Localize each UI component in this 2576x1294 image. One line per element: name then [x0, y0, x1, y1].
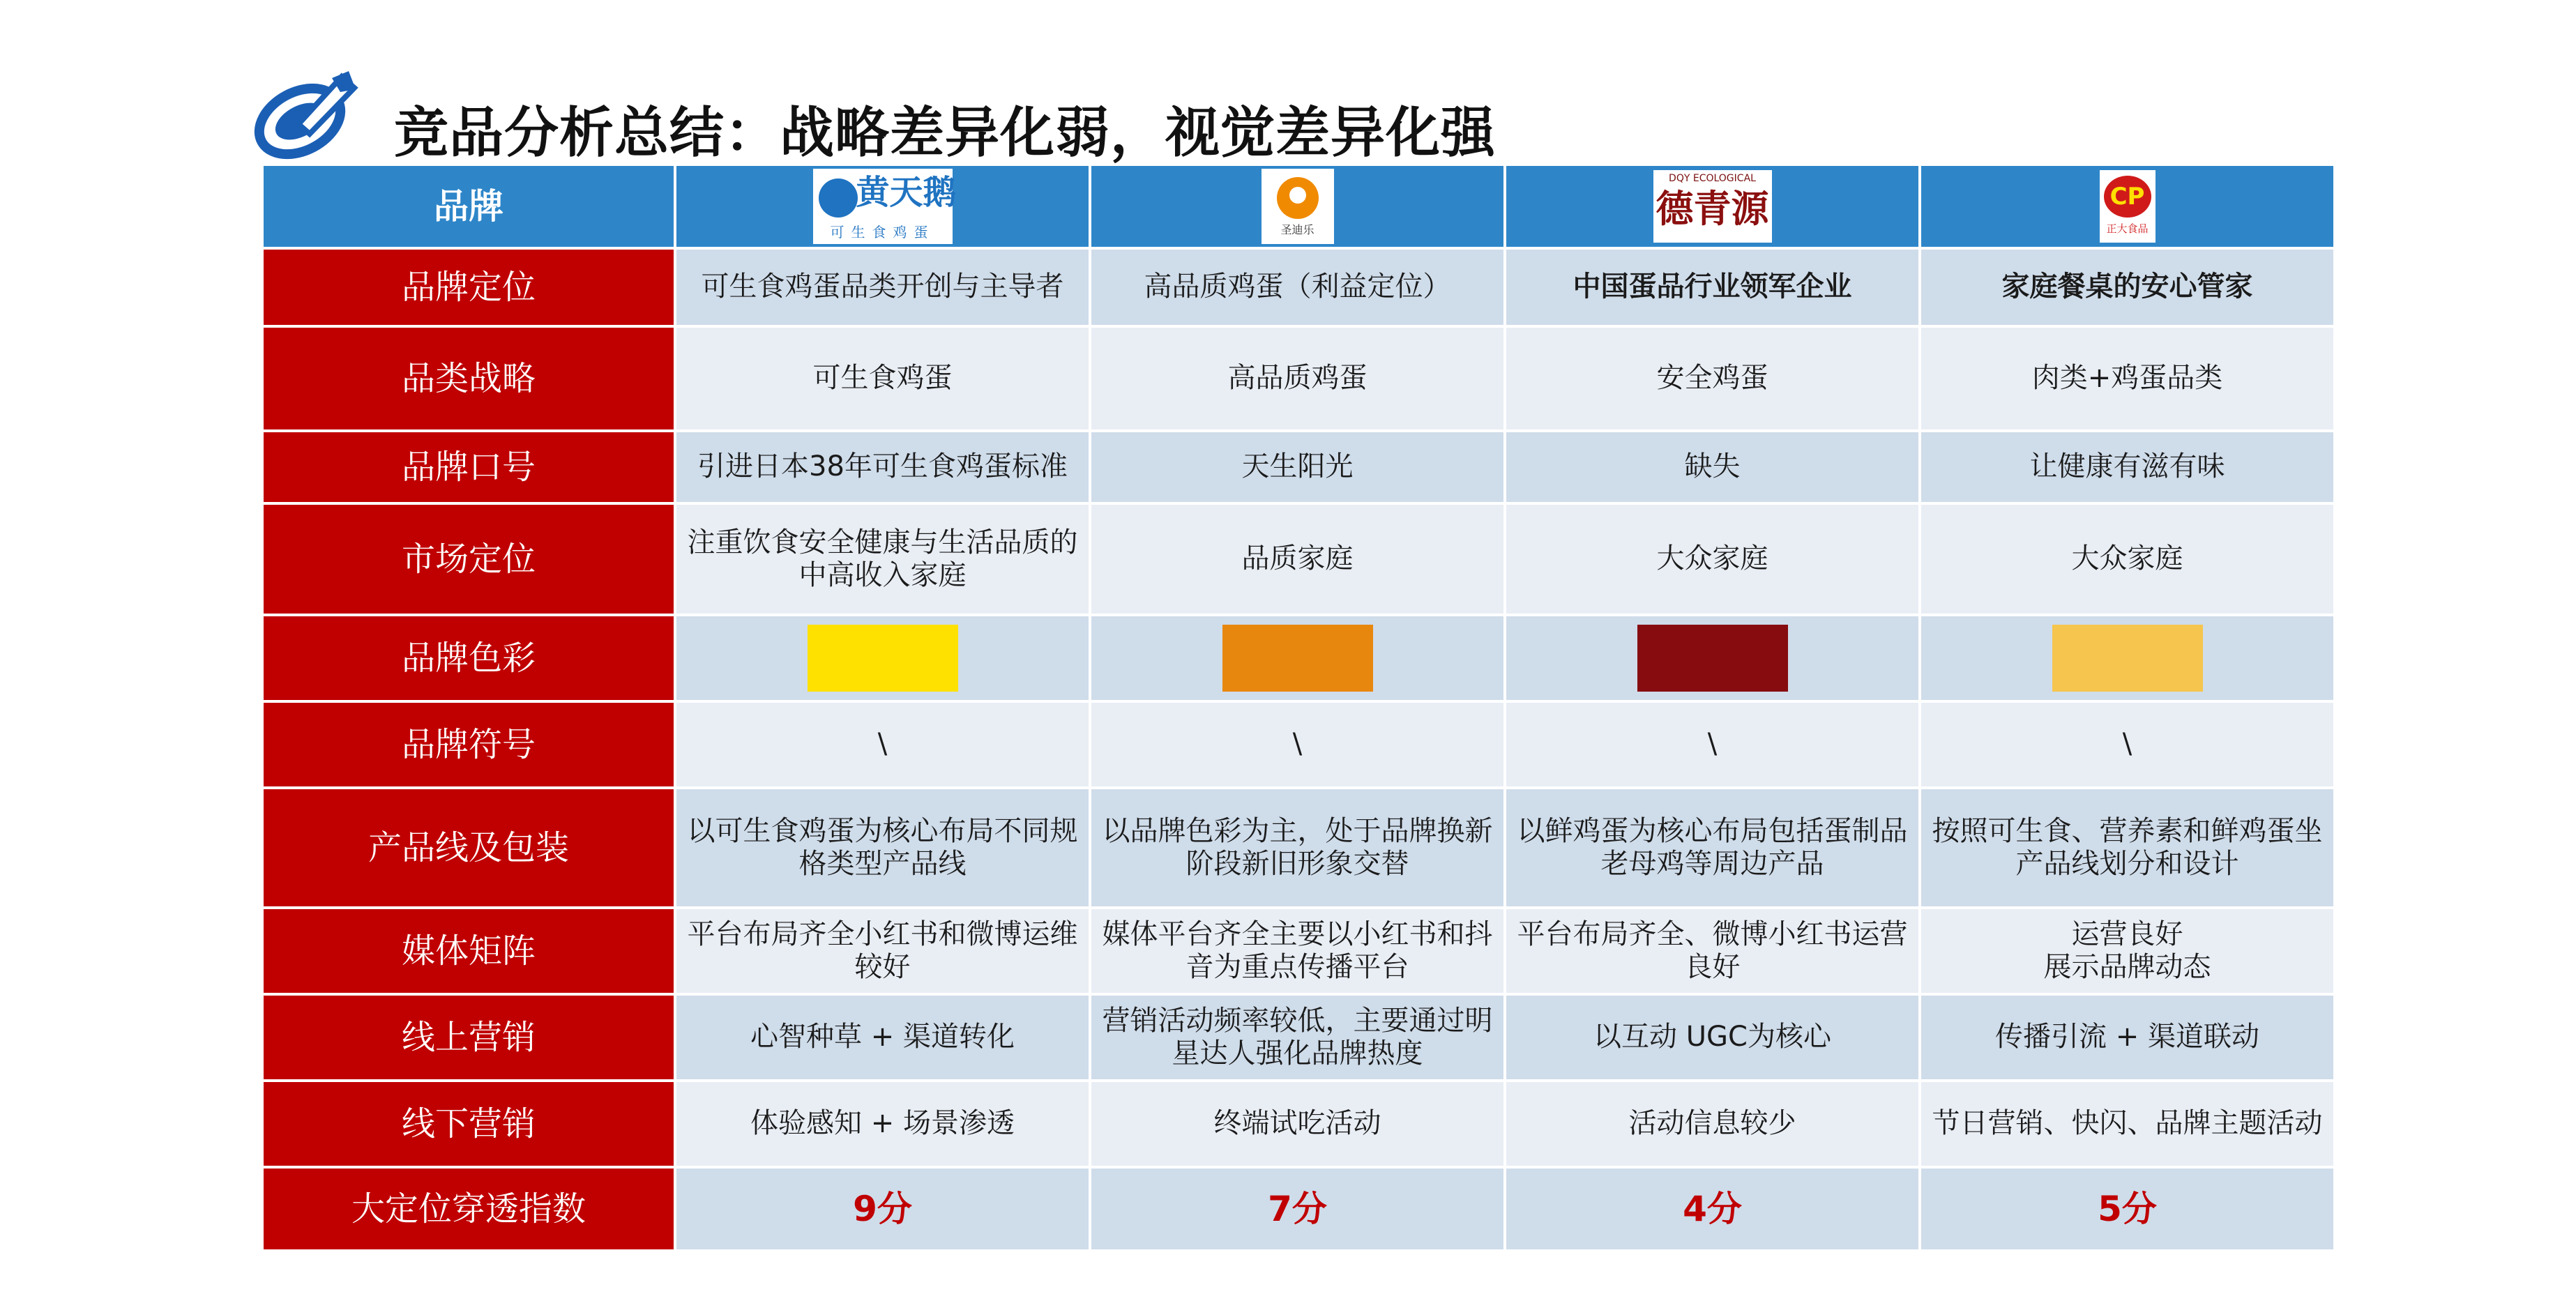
table-cell: [1920, 615, 2335, 701]
table-cell: 传播引流 + 渠道联动: [1920, 994, 2335, 1081]
comparison-table: [261, 163, 2336, 1252]
table-cell: 高品质鸡蛋: [1090, 326, 1505, 431]
brand-logo-subtext: 正大食品: [2106, 222, 2149, 236]
table-row: [262, 701, 2335, 788]
table-cell: 活动信息较少: [1505, 1081, 1920, 1167]
brand-logo-subtext: 可生食鸡蛋: [830, 224, 935, 241]
shengdile-logo-icon: [1262, 169, 1334, 244]
color-swatch: [1222, 625, 1373, 692]
score-cell: 7分: [1090, 1167, 1505, 1251]
table-row: [262, 1081, 2335, 1167]
table-cell: 大众家庭: [1920, 503, 2335, 615]
score-cell: 5分: [1920, 1167, 2335, 1251]
color-swatch: [808, 625, 958, 692]
cp-logo-icon: [2100, 170, 2155, 243]
table-cell: 高品质鸡蛋（利益定位）: [1090, 248, 1505, 326]
row-label: 品牌口号: [262, 431, 675, 503]
huangtiane-logo-icon: [813, 169, 957, 244]
header-brand-4: [1920, 165, 2335, 248]
table-cell: 以互动 UGC为核心: [1505, 994, 1920, 1081]
table-cell: 肉类+鸡蛋品类: [1920, 326, 2335, 431]
table-cell: 平台布局齐全、微博小红书运营良好: [1505, 908, 1920, 994]
table-cell: 可生食鸡蛋: [675, 326, 1090, 431]
table-row: [262, 1167, 2335, 1251]
table-row: [262, 326, 2335, 431]
table-cell: 安全鸡蛋: [1505, 326, 1920, 431]
company-logo-icon: [250, 64, 361, 169]
color-swatch: [1637, 625, 1788, 692]
table-cell: 注重饮食安全健康与生活品质的中高收入家庭: [675, 503, 1090, 615]
brand-logo-text: CP: [2104, 176, 2151, 218]
table-cell: \: [675, 701, 1090, 788]
row-label: 媒体矩阵: [262, 908, 675, 994]
brand-logo-toptext: DQY ECOLOGICAL: [1669, 173, 1756, 184]
table-cell: 大众家庭: [1505, 503, 1920, 615]
table-row: [262, 248, 2335, 326]
table-row: [262, 908, 2335, 994]
color-swatch: [2052, 625, 2203, 692]
row-label: 市场定位: [262, 503, 675, 615]
brand-logo-subtext: 圣迪乐: [1280, 223, 1314, 237]
table-cell: 平台布局齐全小红书和微博运维较好: [675, 908, 1090, 994]
score-cell: 4分: [1505, 1167, 1920, 1251]
row-label: 线上营销: [262, 994, 675, 1081]
header-brand-1: [675, 165, 1090, 248]
table-cell: 以品牌色彩为主，处于品牌换新阶段新旧形象交替: [1090, 788, 1505, 908]
table-cell: 天生阳光: [1090, 431, 1505, 503]
table-row: [262, 431, 2335, 503]
table-cell: \: [1505, 701, 1920, 788]
row-label: 品牌定位: [262, 248, 675, 326]
row-label: 品牌符号: [262, 701, 675, 788]
header-brand-2: [1090, 165, 1505, 248]
brand-logo-text: 黄天鹅: [856, 173, 957, 212]
table-row: [262, 788, 2335, 908]
table-cell: \: [1920, 701, 2335, 788]
table-cell: 节日营销、快闪、品牌主题活动: [1920, 1081, 2335, 1167]
row-label: 线下营销: [262, 1081, 675, 1167]
table-cell: 中国蛋品行业领军企业: [1505, 248, 1920, 326]
table-header-row: [262, 165, 2335, 248]
table-cell: \: [1090, 701, 1505, 788]
table-cell: 引进日本38年可生食鸡蛋标准: [675, 431, 1090, 503]
table-row: [262, 615, 2335, 701]
table-cell: 心智种草 + 渠道转化: [675, 994, 1090, 1081]
table-cell: [1505, 615, 1920, 701]
row-label: 产品线及包装: [262, 788, 675, 908]
table-cell: 以鲜鸡蛋为核心布局包括蛋制品老母鸡等周边产品: [1505, 788, 1920, 908]
table-cell: 按照可生食、营养素和鲜鸡蛋坐产品线划分和设计: [1920, 788, 2335, 908]
header-brand-3: [1505, 165, 1920, 248]
table-cell: 缺失: [1505, 431, 1920, 503]
table-cell: 体验感知 + 场景渗透: [675, 1081, 1090, 1167]
table-cell: 媒体平台齐全主要以小红书和抖音为重点传播平台: [1090, 908, 1505, 994]
table-cell: 运营良好 展示品牌动态: [1920, 908, 2335, 994]
table-cell: [675, 615, 1090, 701]
table-cell: 家庭餐桌的安心管家: [1920, 248, 2335, 326]
table-cell: 可生食鸡蛋品类开创与主导者: [675, 248, 1090, 326]
score-cell: 9分: [675, 1167, 1090, 1251]
table-cell: 以可生食鸡蛋为核心布局不同规格类型产品线: [675, 788, 1090, 908]
deqingyuan-logo-icon: [1653, 170, 1772, 243]
page-title: 竞品分析总结：战略差异化弱，视觉差异化强: [394, 102, 1497, 165]
table-row: [262, 503, 2335, 615]
table-cell: 终端试吃活动: [1090, 1081, 1505, 1167]
table-cell: 让健康有滋有味: [1920, 431, 2335, 503]
table-row: [262, 994, 2335, 1081]
row-label: 品类战略: [262, 326, 675, 431]
brand-logo-text: 德青源: [1656, 186, 1769, 231]
table-cell: 品质家庭: [1090, 503, 1505, 615]
table-cell: 营销活动频率较低，主要通过明星达人强化品牌热度: [1090, 994, 1505, 1081]
row-label: 大定位穿透指数: [262, 1167, 675, 1251]
row-label: 品牌色彩: [262, 615, 675, 701]
header-brand-label: 品牌: [262, 165, 675, 248]
table-cell: [1090, 615, 1505, 701]
